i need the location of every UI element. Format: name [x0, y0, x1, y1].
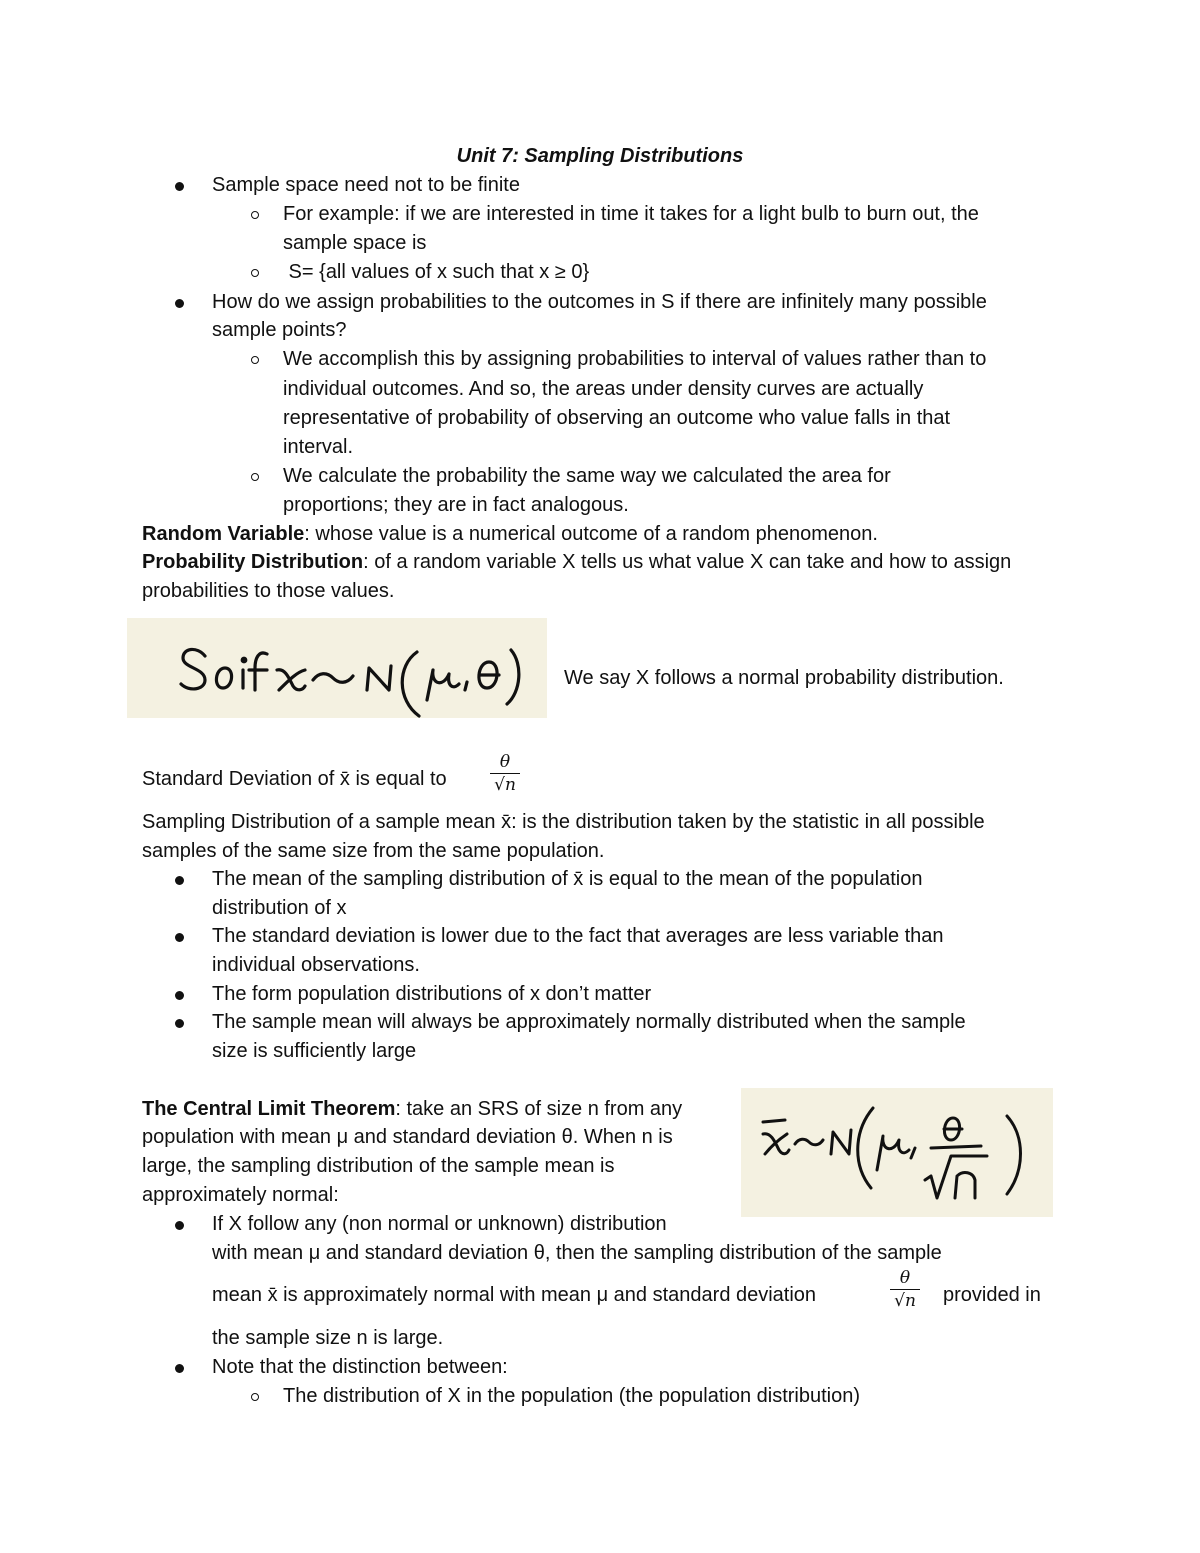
bullet-text: mean x̄ is approximately normal with mean μ and standard deviation [212, 1284, 817, 1306]
bullet-text: individual observations. [212, 954, 420, 976]
bullet-text: The mean of the sampling distribution of x̄ is equal to the mean of the population [212, 868, 923, 890]
sub-bullet-text: interval. [283, 436, 354, 458]
clt-definition-line: approximately normal: [142, 1184, 339, 1206]
sub-bullet-circle [251, 473, 259, 481]
sampling-distribution-definition: samples of the same size from the same population. [142, 840, 605, 862]
sub-bullet-circle [251, 1393, 259, 1401]
bullet-dot [175, 1364, 184, 1373]
bullet-text: The standard deviation is lower due to the fact that averages are less variable than [212, 925, 944, 947]
theta-over-root-n-fraction [890, 1268, 920, 1311]
bullet-text: Note that the distinction between: [212, 1356, 508, 1378]
bullet-text: The form population distributions of x don’t matter [212, 983, 652, 1005]
random-variable-definition [142, 520, 878, 549]
fraction-numerator: θ [899, 1268, 911, 1288]
definition: : of a random variable X tells us what value X can take and how to assign [363, 551, 1012, 573]
bullet-text: distribution of x [212, 897, 347, 919]
bullet-text: sample points? [212, 319, 347, 341]
sub-bullet-text: sample space is [283, 232, 427, 254]
bullet-dot [175, 991, 184, 1000]
sub-bullet-text: S= {all values of x such that x ≥ 0} [283, 261, 590, 283]
bullet-text: Sample space need not to be finite [212, 174, 520, 196]
bullet-text: The sample mean will always be approximately normally distributed when the sample [212, 1011, 966, 1033]
bullet-text: with mean μ and standard deviation θ, then the sampling distribution of the sample [212, 1242, 942, 1264]
handwriting-graphic [741, 1088, 1053, 1217]
fraction-numerator: θ [499, 752, 511, 772]
bullet-dot [175, 182, 184, 191]
clt-definition [142, 1095, 682, 1124]
handwriting-graphic [127, 618, 547, 718]
standard-deviation-text: Standard Deviation of x̄ is equal to [142, 768, 447, 790]
sub-bullet-text: We calculate the probability the same way we calculated the area for [283, 465, 891, 487]
definition: : whose value is a numerical outcome of a random phenomenon. [304, 523, 878, 545]
fraction-bar [890, 1289, 920, 1290]
theta-over-root-n-fraction [490, 752, 520, 795]
sub-bullet-text: The distribution of X in the population (the population distribution) [283, 1385, 861, 1407]
bullet-text: provided in [943, 1284, 1041, 1306]
sub-bullet-text: representative of probability of observing an outcome who value falls in that [283, 407, 951, 429]
handwritten-formula-image [127, 618, 547, 718]
sub-bullet-text: individual outcomes. And so, the areas under density curves are actually [283, 378, 924, 400]
clt-definition-line: population with mean μ and standard deviation θ. When n is [142, 1126, 673, 1148]
definition-continued: probabilities to those values. [142, 580, 395, 602]
bullet-dot [175, 299, 184, 308]
sub-bullet-text: For example: if we are interested in time it takes for a light bulb to burn out, the [283, 203, 979, 225]
handwritten-clt-formula-image [741, 1088, 1053, 1217]
probability-distribution-definition [142, 548, 1011, 577]
sub-bullet-text: proportions; they are in fact analogous. [283, 494, 629, 516]
term: The Central Limit Theorem [142, 1098, 396, 1120]
page-title: Unit 7: Sampling Distributions [456, 145, 744, 167]
sub-bullet-circle [251, 356, 259, 364]
bullet-dot [175, 1019, 184, 1028]
term: Probability Distribution [142, 551, 364, 573]
sub-bullet-circle [251, 269, 259, 277]
bullet-dot [175, 1221, 184, 1230]
sub-bullet-text: We accomplish this by assigning probabilities to interval of values rather than to [283, 348, 987, 370]
bullet-dot [175, 933, 184, 942]
fraction-bar [490, 773, 520, 774]
bullet-text: If X follow any (non normal or unknown) distribution [212, 1213, 667, 1235]
clt-definition-line: large, the sampling distribution of the sample mean is [142, 1155, 615, 1177]
sub-bullet-circle [251, 211, 259, 219]
bullet-dot [175, 876, 184, 885]
normal-distribution-caption: We say X follows a normal probability distribution. [564, 667, 1004, 689]
bullet-text: size is sufficiently large [212, 1040, 417, 1062]
bullet-text: the sample size n is large. [212, 1327, 444, 1349]
sampling-distribution-definition: Sampling Distribution of a sample mean x̄: is the distribution taken by the statistic in all possible [142, 811, 985, 833]
fraction-denominator: √n [494, 775, 516, 795]
fraction-denominator: √n [894, 1291, 916, 1311]
bullet-text: How do we assign probabilities to the outcomes in S if there are infinitely many possible [212, 291, 987, 313]
term: Random Variable [142, 523, 305, 545]
definition: : take an SRS of size n from any [395, 1098, 683, 1120]
